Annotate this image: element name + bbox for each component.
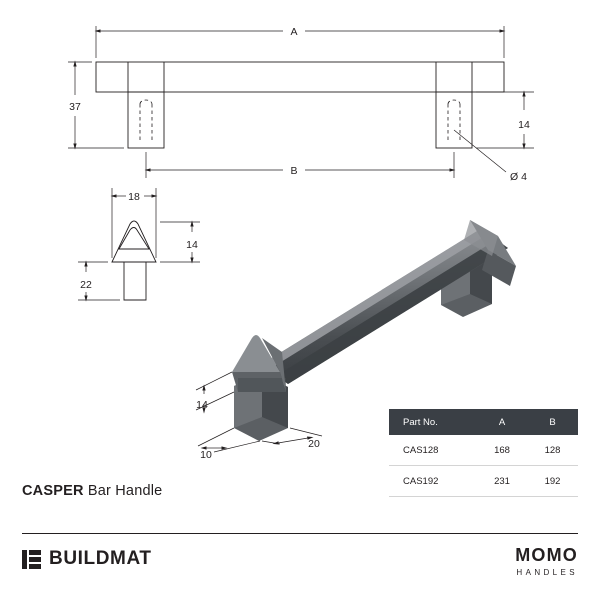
- dimension-section-18-label: 18: [128, 191, 140, 203]
- table-row: [389, 435, 578, 466]
- spec-cell-part-no: CAS192: [403, 475, 439, 487]
- dimension-b-label: B: [290, 165, 298, 177]
- dimension-diameter-leader: [454, 130, 506, 172]
- top-elevation-view: [96, 62, 504, 148]
- buildmat-wordmark: BUILDMAT: [49, 548, 152, 569]
- dimension-iso-14-label: 14: [196, 399, 208, 411]
- dimension-iso-10-label: 10: [200, 449, 212, 461]
- table-row: [389, 466, 578, 497]
- spec-cell-part-no: CAS128: [403, 444, 439, 456]
- dimension-a: [96, 26, 504, 58]
- spec-cell-b: 128: [544, 444, 561, 456]
- dimension-a-label: A: [290, 26, 298, 38]
- momo-wordmark: MOMO: [515, 545, 578, 565]
- dimension-section-22-label: 22: [80, 279, 92, 291]
- dimension-height-37-label: 37: [69, 101, 81, 113]
- buildmat-mark-icon: [22, 550, 41, 569]
- spec-cell-a: 231: [494, 475, 510, 487]
- spec-header-a: A: [498, 416, 506, 428]
- spec-header-b: B: [549, 416, 556, 428]
- dimension-b: [146, 152, 454, 178]
- spec-table: [389, 409, 578, 497]
- spec-cell-a: 168: [494, 444, 510, 456]
- dimension-leg-14-label: 14: [518, 119, 530, 131]
- momo-subtitle: HANDLES: [516, 568, 578, 577]
- dimension-section-14-label: 14: [186, 239, 198, 251]
- page-title: [22, 483, 162, 499]
- section-end-view: [112, 221, 156, 300]
- spec-cell-b: 192: [544, 475, 561, 487]
- buildmat-logo: [22, 548, 152, 570]
- spec-table-header-row: [389, 409, 578, 435]
- momo-logo: [515, 546, 578, 577]
- spec-header-part-no: Part No.: [403, 416, 438, 428]
- product-type: Bar Handle: [83, 483, 163, 499]
- dimension-diameter-label: Ø 4: [510, 171, 527, 183]
- footer-divider: [22, 533, 578, 534]
- dimension-iso-20-label: 20: [308, 438, 320, 450]
- product-name: CASPER: [22, 483, 84, 499]
- isometric-render: [232, 220, 516, 441]
